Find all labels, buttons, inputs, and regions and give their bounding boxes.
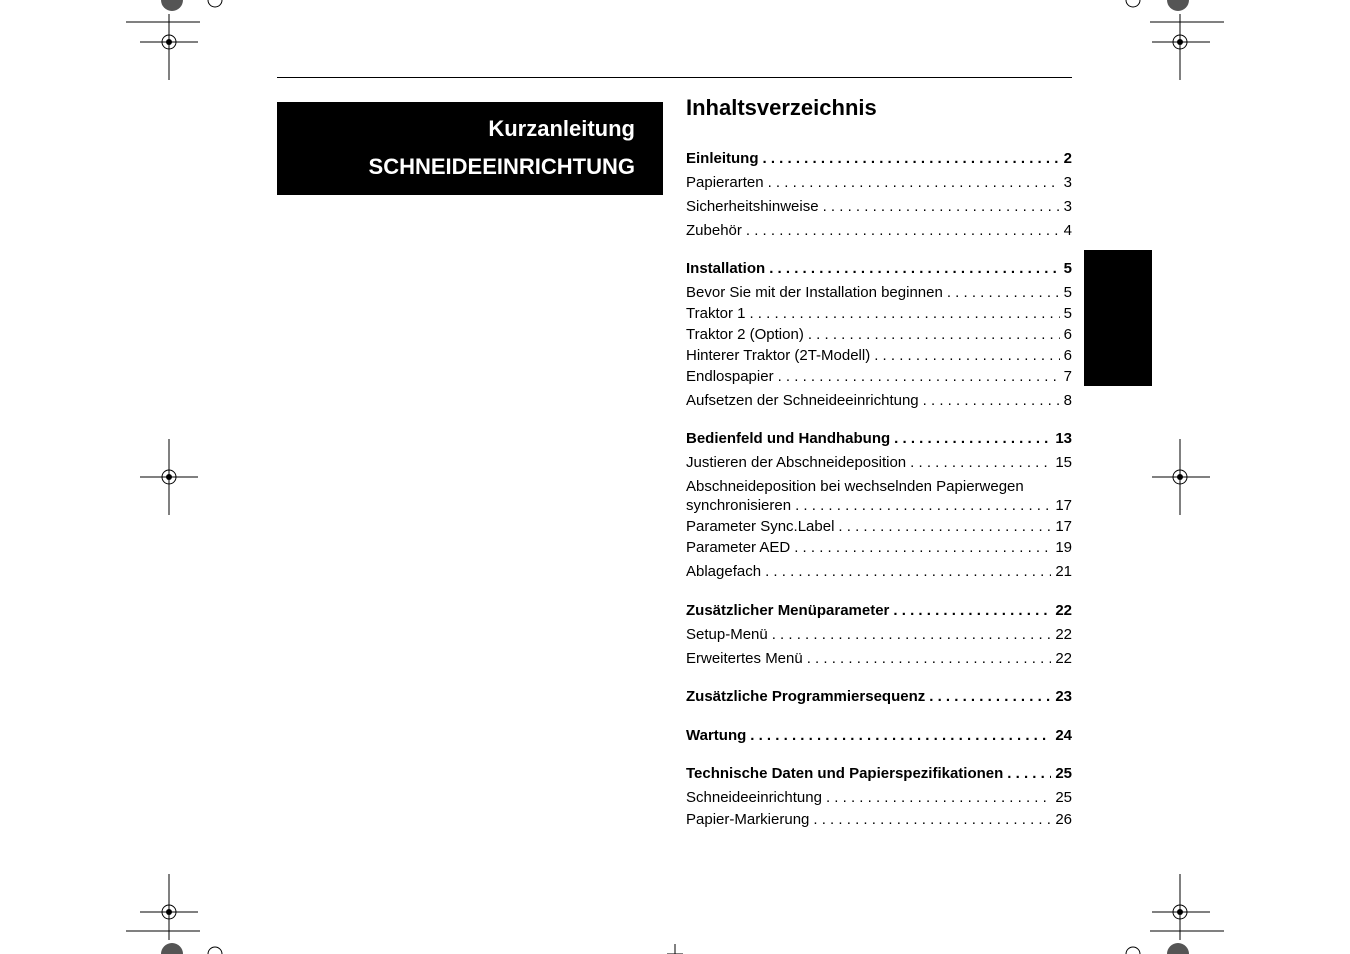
- toc-entry-page: 7: [1063, 368, 1072, 385]
- toc-entry-label: Schneideeinrichtung: [686, 789, 822, 806]
- toc-entry-page: 6: [1063, 347, 1072, 364]
- toc-entry-label: Bevor Sie mit der Installation beginnen: [686, 284, 943, 301]
- toc-entry-page: 23: [1055, 688, 1072, 705]
- toc-entry-label: Parameter AED: [686, 539, 791, 556]
- toc-entry-label: Endlospapier: [686, 368, 774, 385]
- toc-entry-label: synchronisieren: [686, 497, 792, 514]
- toc-entry-page: 24: [1055, 727, 1072, 744]
- toc-entry-page: 25: [1055, 789, 1072, 806]
- toc-entry-page: 19: [1055, 539, 1072, 556]
- toc-entry-label: Papierarten: [686, 174, 764, 191]
- toc-entry-label-line[interactable]: Abschneideposition bei wechselnden Papierwegen: [686, 478, 1024, 495]
- toc-entry-page: 26: [1055, 811, 1072, 828]
- toc-entry-page: 17: [1055, 518, 1072, 535]
- toc-entry-page: 22: [1055, 602, 1072, 619]
- toc-entry-label: Parameter Sync.Label: [686, 518, 835, 535]
- toc-entry-label: Traktor 1: [686, 305, 746, 322]
- toc-entry-page: 3: [1063, 198, 1072, 215]
- toc-entry-page: 8: [1063, 392, 1072, 409]
- toc-entry-page: 22: [1055, 626, 1072, 643]
- toc-entry-page: 15: [1055, 454, 1072, 471]
- toc-entry-page: 5: [1063, 260, 1072, 277]
- toc-entry-label: Erweitertes Menü: [686, 650, 803, 667]
- toc-entry-label: Zubehör: [686, 222, 742, 239]
- toc-entry-label: Sicherheitshinweise: [686, 198, 819, 215]
- toc-entry-page: 2: [1063, 150, 1072, 167]
- toc-entry-page: 6: [1063, 326, 1072, 343]
- toc-entry-page: 25: [1055, 765, 1072, 782]
- toc-entry-label: Traktor 2 (Option): [686, 326, 804, 343]
- toc-entry-page: 3: [1063, 174, 1072, 191]
- toc-entry-page: 5: [1063, 284, 1072, 301]
- toc-heading: Inhaltsverzeichnis: [686, 95, 877, 120]
- toc-entry-page: 13: [1055, 430, 1072, 447]
- toc-entry-label: Papier-Markierung: [686, 811, 810, 828]
- toc-entry-page: 17: [1055, 497, 1072, 514]
- toc-entry-label: Wartung: [686, 727, 747, 744]
- toc-entry-page: 21: [1055, 563, 1072, 580]
- toc-entry-label: Installation: [686, 260, 766, 277]
- toc-entry-label: Zusätzliche Programmiersequenz: [686, 688, 926, 705]
- toc-entry-label: Einleitung: [686, 150, 759, 167]
- toc-entry-label: Hinterer Traktor (2T-Modell): [686, 347, 871, 364]
- toc-entry-label: Setup-Menü: [686, 626, 768, 643]
- toc-entry-label: Ablagefach: [686, 563, 762, 580]
- title-line-1: Kurzanleitung: [488, 116, 635, 141]
- toc-entry-page: 5: [1063, 305, 1072, 322]
- toc-entry-label: Justieren der Abschneideposition: [686, 454, 907, 471]
- toc-entry-page: 4: [1063, 222, 1072, 239]
- toc-entry-page: 22: [1055, 650, 1072, 667]
- toc-entry-label: Technische Daten und Papierspezifikationen: [686, 765, 1004, 782]
- title-line-2: SCHNEIDEEINRICHTUNG: [368, 154, 635, 179]
- toc-entry-label: Bedienfeld und Handhabung: [686, 430, 891, 447]
- toc-entry-label: Zusätzlicher Menüparameter: [686, 602, 890, 619]
- toc-entry-label: Aufsetzen der Schneideeinrichtung: [686, 392, 919, 409]
